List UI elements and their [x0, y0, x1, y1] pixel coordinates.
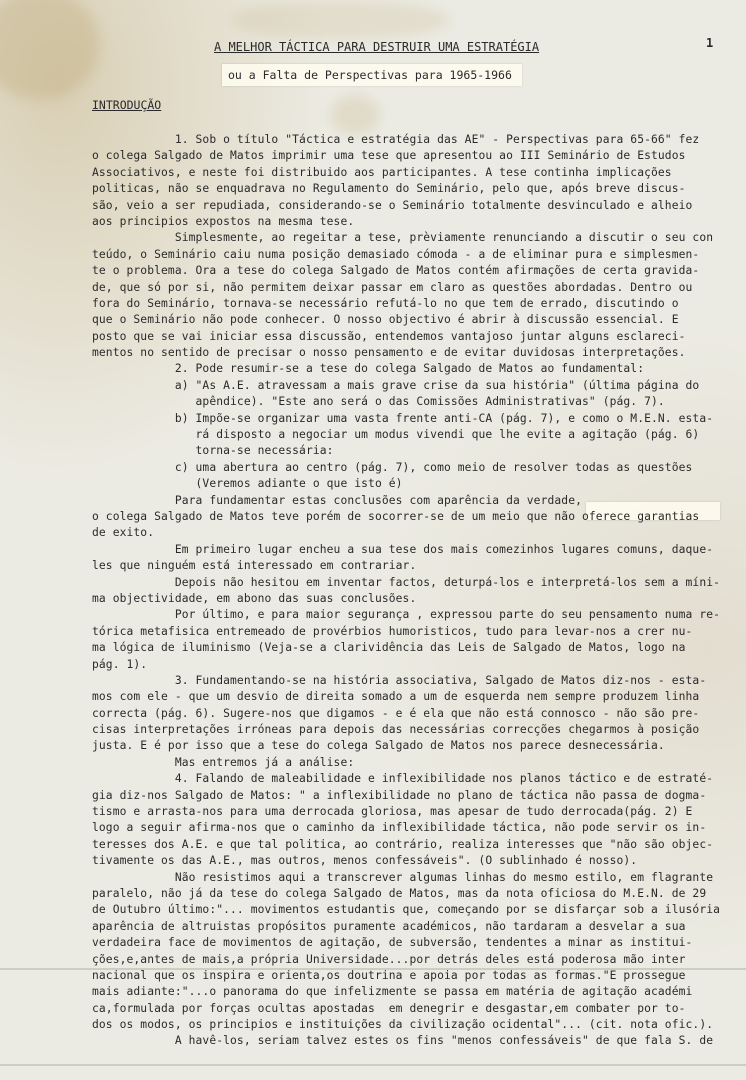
- text-line: que o Seminário não pode conhecer. O nosso objectivo é abrir à discussão essencial. E: [92, 313, 679, 327]
- text-line: (Veremos adiante o que isto é): [92, 477, 403, 491]
- page-number: 1: [706, 36, 714, 50]
- text-line: cisas interpretações irróneas para depois das necessárias correcções chegarmos à posição: [92, 723, 700, 737]
- text-line: te o problema. Ora a tese do colega Salgado de Matos contém afirmações de certa gravida-: [92, 264, 700, 278]
- text-line: dos os modos, os principios e instituições da civilização ocidental"... (cit. nota ofic.).: [92, 1018, 714, 1032]
- text-line: ma objectividade, em abono das suas conclusões.: [92, 591, 417, 605]
- text-line: fora do Seminário, tornava-se necessário refutá-lo no que tem de errado, discutindo o: [92, 296, 679, 310]
- text-line: mais adiante:"...o panorama do que infelizmente se passa em matéria de agitação académi: [92, 985, 693, 999]
- section-heading: INTRODUÇÃO: [92, 98, 162, 112]
- text-line: verdadeira face de movimentos de agitação, de subversão, tendentes a minar as institui-: [92, 936, 693, 950]
- text-line: correcta (pág. 6). Sugere-nos que digamos - e é ela que não está connosco - não são pre-: [92, 706, 700, 720]
- text-line: les que ninguém está interessado em contrariar.: [92, 559, 417, 573]
- text-line: logo a seguir afirma-nos que o caminho da inflexibilidade táctica, não pode servir os in-: [92, 821, 707, 835]
- text-line: politicas, não se enquadrava no Regulamento do Seminário, pelo que, após breve discus-: [92, 182, 686, 196]
- text-line: a) "As A.E. atravessam a mais grave crise da sua história" (última página do: [92, 378, 700, 392]
- text-line: nacional que os inspira e orienta,os doutrina e apoia por todas as formas."E prossegue: [92, 968, 686, 982]
- coffee-stain: [230, 0, 450, 40]
- text-line: apêndice). "Este ano será o das Comissões Administrativas" (pág. 7).: [92, 395, 665, 409]
- text-line: Por último, e para maior segurança , expressou parte do seu pensamento numa re-: [92, 608, 721, 622]
- document-title: A MELHOR TÁCTICA PARA DESTRUIR UMA ESTRATÉGIA: [214, 40, 540, 54]
- text-line: justa. E é por isso que a tese do colega Salgado de Matos nos parece desnecessária.: [92, 739, 665, 753]
- text-line: 3. Fundamentando-se na história associativa, Salgado de Matos diz-nos - esta-: [92, 673, 707, 687]
- text-line: c) uma abertura ao centro (pág. 7), como meio de resolver todas as questões: [92, 460, 693, 474]
- coffee-stain: [330, 95, 380, 135]
- body-text: [92, 132, 720, 1050]
- text-line: aos principios expostos na mesma tese.: [92, 214, 355, 228]
- text-line: rá disposto a negociar um modus vivendi que lhe evite a agitação (pág. 6): [92, 428, 700, 442]
- text-line: Depois não hesitou em inventar factos, deturpá-los e interpretá-los sem a míni-: [92, 575, 721, 589]
- text-line: de exito.: [92, 526, 155, 540]
- document-subtitle: ou a Falta de Perspectivas para 1965-1966: [228, 68, 512, 82]
- text-line: pág. 1).: [92, 657, 148, 671]
- paper-fold: [0, 1064, 746, 1066]
- text-line: de, que só por si, não permitem deixar passar em claro as questões abordadas. Dentro ou: [92, 280, 693, 294]
- text-line: tismo e arrasta-nos para uma derrocada gloriosa, mas apesar de tudo derrocada(pág. 2) E: [92, 805, 693, 819]
- text-line: teresses dos A.E. e que tal politica, ao contrário, realiza interesses que "não são objec-: [92, 837, 714, 851]
- text-line: A havê-los, seriam talvez estes os fins "menos confessáveis" de que fala S. de: [92, 1034, 714, 1048]
- text-line: tivamente os das A.E., mas outros, menos confessáveis". (O sublinhado é nosso).: [92, 854, 638, 868]
- text-line: b) Impõe-se organizar uma vasta frente anti-CA (pág. 7), e como o M.E.N. esta-: [92, 411, 714, 425]
- text-line: ca,formulada por forças ocultas apostadas em denegrir e desgastar,em combater por to-: [92, 1001, 686, 1015]
- text-line: são, veio a ser repudiada, considerando-se o Seminário totalmente desvinculado e alheio: [92, 198, 693, 212]
- text-line: 2. Pode resumir-se a tese do colega Salgado de Matos ao fundamental:: [92, 362, 645, 376]
- text-line: o colega Salgado de Matos imprimir uma tese que apresentou ao III Seminário de Estudos: [92, 149, 686, 163]
- text-line: ma lógica de iluminismo (Veja-se a clarividência das Leis de Salgado de Matos, logo na: [92, 641, 686, 655]
- text-line: aparência de altruistas propósitos puramente académicos, não tardaram a desvelar a sua: [92, 919, 686, 933]
- text-line: Em primeiro lugar encheu a sua tese dos mais comezinhos lugares comuns, daque-: [92, 542, 714, 556]
- text-line: mos com ele - que um desvio de direita somado a um de esquerda nem sempre produzem linha: [92, 690, 700, 704]
- text-line: de Outubro último:"... movimentos estudantis que, começando por se disfarçar sob a ilusória: [92, 903, 721, 917]
- text-line: ções,e,antes de mais,a própria Universidade...por detrás deles está poderosa mão inter: [92, 952, 686, 966]
- text-line: Simplesmente, ao regeitar a tese, prèviamente renunciando a discutir o seu con: [92, 231, 714, 245]
- text-line: torna-se necessária:: [92, 444, 334, 458]
- text-line: Para fundamentar estas conclusões com aparência da verdade,: [92, 493, 582, 507]
- text-line: paralelo, não já da tese do colega Salgado de Matos, mas da nota oficiosa do M.E.N. de 29: [92, 886, 707, 900]
- text-line: Não resistimos aqui a transcrever algumas linhas do mesmo estilo, em flagrante: [92, 870, 714, 884]
- text-line: tórica metafisica entremeado de provérbios humoristicos, tudo para levar-nos a crer nu-: [92, 624, 693, 638]
- text-line: 4. Falando de maleabilidade e inflexibilidade nos planos táctico e de estraté-: [92, 772, 714, 786]
- text-line: gia diz-nos Salgado de Matos: " a inflexibilidade no plano de táctica não passa de dogma-: [92, 788, 707, 802]
- text-line: 1. Sob o título "Táctica e estratégia das AE" - Perspectivas para 65-66" fez: [92, 133, 700, 146]
- text-line: Associativos, e neste foi distribuido aos participantes. A tese continha implicações: [92, 165, 672, 179]
- text-line: o colega Salgado de Matos teve porém de socorrer-se de um meio que não oferece garantias: [92, 509, 700, 523]
- text-line: mentos no sentido de precisar o nosso pensamento e de evitar duvidosas interpretações.: [92, 346, 686, 360]
- text-line: posto que se vai iniciar essa discussão, entendemos vantajoso juntar alguns esclareci-: [92, 329, 686, 343]
- coffee-stain: [0, 0, 100, 100]
- text-line: Mas entremos já a análise:: [92, 755, 355, 769]
- text-line: teúdo, o Seminário caiu numa posição demasiado cómoda - a de eliminar pura e simplesmen-: [92, 247, 700, 261]
